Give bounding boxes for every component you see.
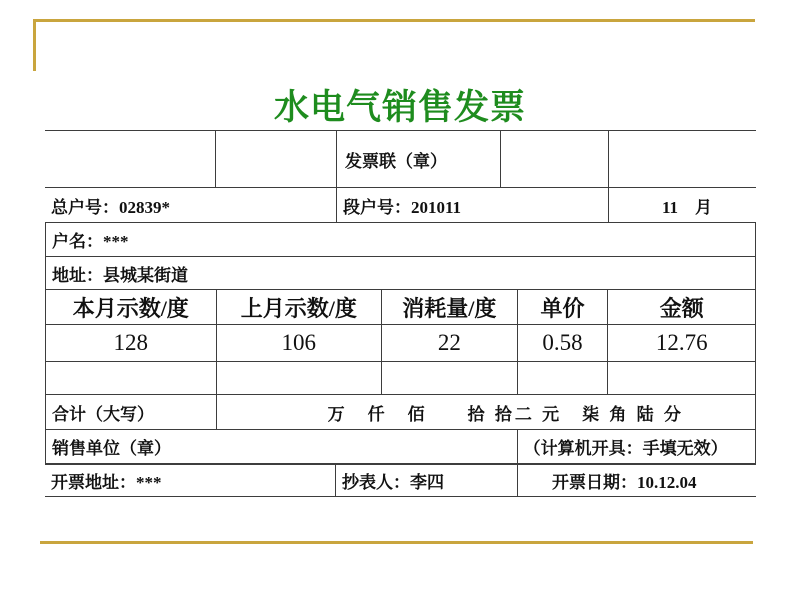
table-row: [45, 130, 756, 188]
table-cell: [46, 362, 217, 394]
table-cell: [518, 362, 609, 394]
table-cell: 发票联（章）: [337, 131, 501, 187]
table-cell: [217, 362, 383, 394]
table-cell: 本月示数/度: [46, 290, 217, 324]
table-row: [45, 257, 756, 290]
table-row: [45, 223, 756, 257]
table-cell: 合计（大写）: [46, 395, 217, 429]
table-cell: 上月示数/度: [217, 290, 383, 324]
table-cell: 106: [217, 325, 383, 361]
table-cell: 销售单位（章）: [46, 430, 518, 463]
table-cell: 22: [382, 325, 518, 361]
invoice-title: 水电气销售发票: [273, 88, 526, 127]
table-cell: 11 月: [661, 197, 712, 217]
table-cell: [216, 131, 337, 187]
table-cell: 地址：县城某街道: [52, 265, 188, 285]
table-cell: [501, 131, 609, 187]
table-cell: 128: [46, 325, 217, 361]
table-cell: 户名：***: [52, 232, 129, 251]
table-row: [45, 362, 756, 395]
table-row: [45, 395, 756, 430]
table-cell: 万 仟 佰 拾 拾二 元 柒 角 陆 分: [327, 404, 684, 424]
table-cell: 金额: [659, 295, 704, 321]
table-row: [45, 188, 756, 223]
table-cell: 段户号：201011: [337, 188, 609, 222]
table-row: [45, 290, 756, 325]
bottom-accent-line: [40, 541, 753, 544]
table-cell: [608, 362, 755, 394]
table-row: [45, 430, 756, 465]
table-cell: 抄表人：李四: [336, 465, 518, 496]
table-cell: 总户号：02839*: [45, 188, 337, 222]
table-cell: [45, 131, 216, 187]
table-row: [45, 465, 756, 497]
table-cell: 12.76: [655, 330, 708, 355]
table-cell: 单价: [518, 290, 609, 324]
table-cell: 开票地址：***: [45, 465, 336, 496]
table-cell: [382, 362, 518, 394]
table-cell: 开票日期：10.12.04: [552, 473, 697, 492]
table-cell: 消耗量/度: [382, 290, 518, 324]
table-cell: （计算机开具：手填无效）: [523, 439, 728, 458]
table-cell: [609, 131, 756, 187]
table-row: [45, 325, 756, 362]
table-cell: 0.58: [518, 325, 609, 361]
